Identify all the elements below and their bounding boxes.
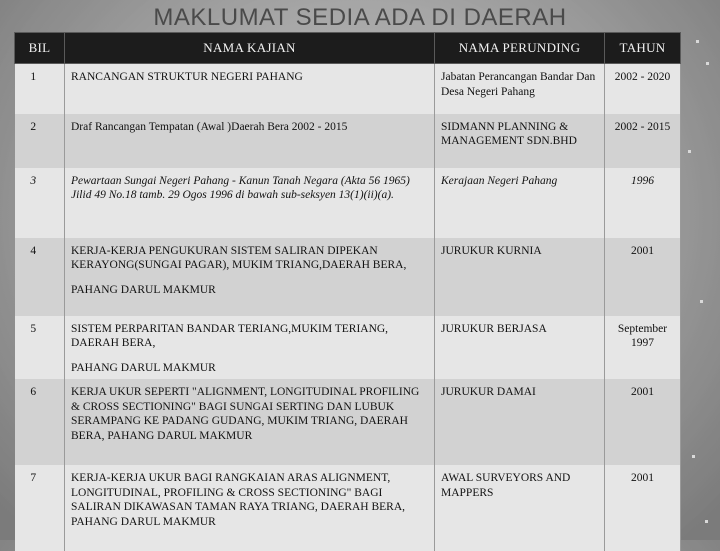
- cell-nama-perunding: JURUKUR BERJASA: [435, 316, 605, 380]
- kajian-text: Pewartaan Sungai Negeri Pahang - Kanun Tanah Negara (Akta 56 1965) Jilid 49 No.18 tamb. 29 Ogos 1996 di bawah sub-seksyen 13(1)(ii)(a).: [71, 174, 410, 201]
- kajian-text-line2: PAHANG DARUL MAKMUR: [71, 361, 216, 374]
- decorative-dot: [696, 40, 699, 43]
- cell-nama-kajian: [65, 238, 435, 316]
- decorative-dot: [688, 150, 691, 153]
- column-header-tahun: TAHUN: [605, 33, 681, 64]
- table-header-row: [15, 33, 681, 64]
- cell-bil: 3: [15, 168, 65, 238]
- cell-bil: 1: [15, 64, 65, 114]
- cell-tahun: 2002 - 2020: [605, 64, 681, 114]
- cell-bil: 6: [15, 379, 65, 465]
- cell-bil: 4: [15, 238, 65, 316]
- cell-nama-perunding: SIDMANN PLANNING & MANAGEMENT SDN.BHD: [435, 114, 605, 168]
- decorative-dot: [706, 62, 709, 65]
- cell-tahun: 2001: [605, 238, 681, 316]
- kajian-text: SISTEM PERPARITAN BANDAR TERIANG,MUKIM TERIANG, DAERAH BERA,: [71, 322, 389, 349]
- cell-nama-perunding: Jabatan Perancangan Bandar Dan Desa Negeri Pahang: [435, 64, 605, 114]
- table-row: [15, 238, 681, 316]
- cell-tahun: 1996: [605, 168, 681, 238]
- cell-nama-kajian: [65, 465, 435, 551]
- decorative-dot: [700, 300, 703, 303]
- kajian-text: KERJA UKUR SEPERTI "ALIGNMENT, LONGITUDINAL PROFILING & CROSS SECTIONING" BAGI SUNGAI SERTING DAN LUBUK SERAMPANG KE PADANG GUDANG, MUKIM TRIANG, DAERAH BERA, PAHANG DARUL MAKMUR: [71, 386, 420, 442]
- decorative-dot: [692, 455, 695, 458]
- cell-tahun: September 1997: [605, 316, 681, 380]
- kajian-text: Draf Rancangan Tempatan (Awal )Daerah Bera 2002 - 2015: [71, 120, 348, 133]
- page-title: MAKLUMAT SEDIA ADA DI DAERAH: [153, 4, 567, 31]
- cell-nama-perunding: Kerajaan Negeri Pahang: [435, 168, 605, 238]
- table-row: [15, 316, 681, 380]
- cell-nama-perunding: JURUKUR KURNIA: [435, 238, 605, 316]
- column-header-bil: BIL: [15, 33, 65, 64]
- cell-tahun: 2002 - 2015: [605, 114, 681, 168]
- cell-nama-kajian: [65, 114, 435, 168]
- cell-nama-kajian: [65, 379, 435, 465]
- cell-nama-perunding: AWAL SURVEYORS AND MAPPERS: [435, 465, 605, 551]
- table-row: [15, 114, 681, 168]
- cell-bil: 5: [15, 316, 65, 380]
- cell-tahun: 2001: [605, 465, 681, 551]
- cell-bil: 2: [15, 114, 65, 168]
- cell-tahun: 2001: [605, 379, 681, 465]
- cell-nama-kajian: [65, 64, 435, 114]
- cell-nama-perunding: JURUKUR DAMAI: [435, 379, 605, 465]
- kajian-text: RANCANGAN STRUKTUR NEGERI PAHANG: [71, 71, 303, 83]
- table-row: [15, 465, 681, 551]
- table-row: [15, 168, 681, 238]
- column-header-nama-perunding: NAMA PERUNDING: [435, 33, 605, 64]
- table-row: [15, 64, 681, 114]
- kajian-text: KERJA-KERJA PENGUKURAN SISTEM SALIRAN DIPEKAN KERAYONG(SUNGAI PAGAR), MUKIM TRIANG,DAERAH BERA,: [71, 244, 407, 271]
- cell-bil: 7: [15, 465, 65, 551]
- kajian-text-line2: PAHANG DARUL MAKMUR: [71, 283, 216, 296]
- decorative-dot: [705, 520, 708, 523]
- cell-nama-kajian: [65, 168, 435, 238]
- kajian-text: KERJA-KERJA UKUR BAGI RANGKAIAN ARAS ALIGNMENT, LONGITUDINAL, PROFILING & CROSS SECTIONING" BAGI SALIRAN DIKAWASAN TAMAN RAYA TRIANG, DAERAH BERA, PAHANG DARUL MAKMUR: [71, 472, 406, 528]
- cell-nama-kajian: [65, 316, 435, 380]
- info-table: [14, 32, 681, 551]
- column-header-nama-kajian: NAMA KAJIAN: [65, 33, 435, 64]
- table-row: [15, 379, 681, 465]
